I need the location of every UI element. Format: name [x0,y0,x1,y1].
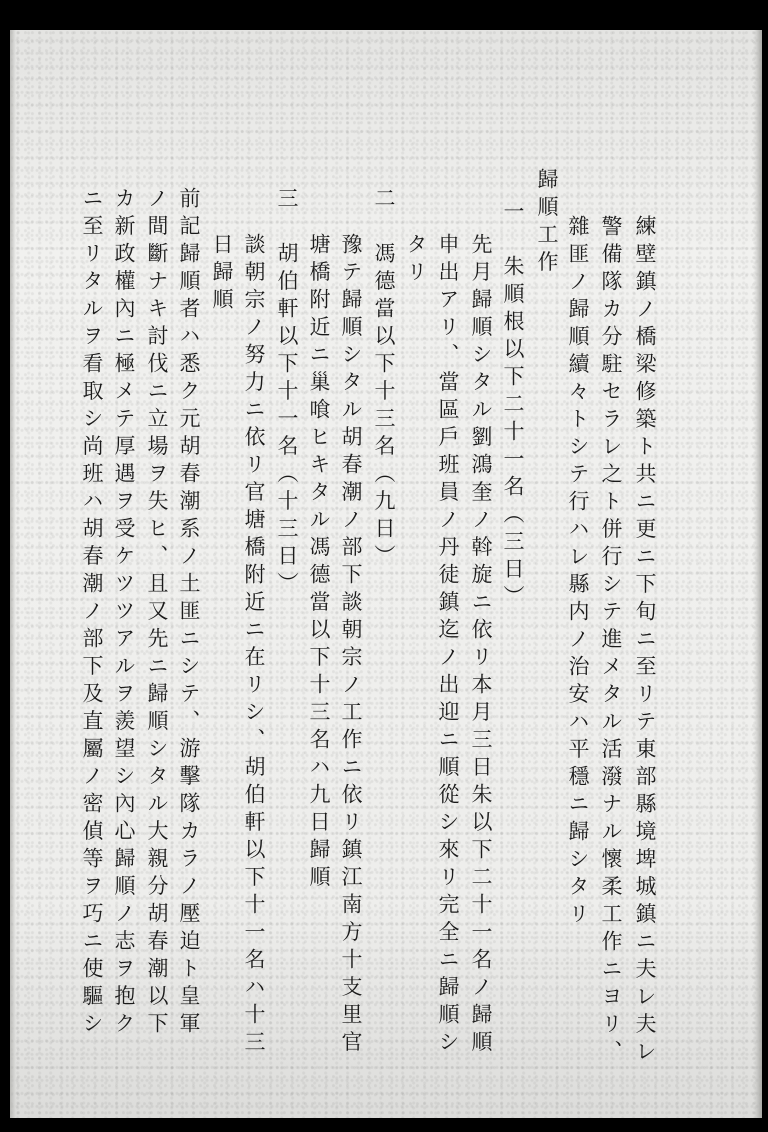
document-page [10,30,762,1118]
item-heading-3: 三 胡伯軒以下十一名（十三日） [275,187,299,600]
text-column-7: 申出アリ、當區戶班員ノ丹徒鎮迄ノ出迎ニ順從シ來リ完全ニ歸順シ [436,233,460,1058]
item-heading-2: 二 馮德當以下十三名（九日） [372,187,396,572]
text-column-3: 雜匪ノ歸順續々トシテ行ハレ縣内ノ治安ハ平穩ニ歸シタリ [566,215,590,930]
text-column-16: ノ間斷ナキ討伐ニ立場ヲ失ヒ、且又先ニ歸順シタル大親分胡春潮以下 [145,187,169,1040]
text-column-2: 警備隊カ分駐セラレ之ト併行シテ進メタル活潑ナル懷柔工作ニヨリ、 [599,215,623,1068]
text-column-1: 練壁鎮ノ橋梁修築ト共ニ更ニ下旬ニ至リテ東部縣境埤城鎮ニ夫レ夫レ [633,215,657,1068]
text-column-13: 談朝宗ノ努力ニ依リ官塘橋附近ニ在リシ、胡伯軒以下十一名ハ十三 [242,233,266,1058]
text-column-10: 豫テ歸順シタル胡春潮ノ部下談朝宗ノ工作ニ依リ鎮江南方十支里官 [339,233,363,1058]
section-heading: 歸順工作 [535,168,559,278]
text-column-17: カ新政權內ニ極メテ厚遇ヲ受ケツツアルヲ羨望シ內心歸順ノ志ヲ抱ク [112,187,136,1040]
text-column-14: 日歸順 [210,233,234,316]
item-heading-1: 一 朱順根以下二十一名（三日） [501,200,525,613]
page-edge-shadow-left [10,30,16,1118]
text-column-11: 塘橋附近ニ巢喰ヒキタル馮德當以下十三名ハ九日歸順 [307,233,331,893]
page-edge-shadow-right [754,30,762,1118]
text-column-18: ニ至リタルヲ看取シ尚班ハ胡春潮ノ部下及直屬ノ密偵等ヲ巧ニ使驅シ [80,187,104,1040]
text-column-6: 先月歸順シタル劉鴻奎ノ斡旋ニ依リ本月三日朱以下二十一名ノ歸順 [469,233,493,1058]
text-column-8: タリ [404,233,428,288]
text-column-15: 前記歸順者ハ悉ク元胡春潮系ノ土匪ニシテ、游擊隊カラノ壓迫ト皇軍 [177,187,201,1040]
